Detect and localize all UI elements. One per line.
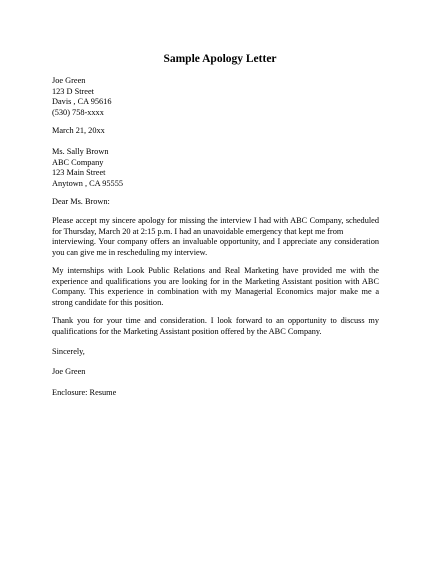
paragraph-line: strong candidate for this position.: [52, 297, 164, 307]
sender-phone: (530) 758-xxxx: [52, 107, 104, 117]
sender-name: Joe Green: [52, 76, 86, 85]
salutation: Dear Ms. Brown:: [52, 197, 110, 206]
enclosure-note: Enclosure: Resume: [52, 388, 117, 397]
signature-name: Joe Green: [52, 367, 86, 376]
paragraph-line: Please accept my sincere apology for missing the interview I had with ABC Company, scheduled: [52, 216, 379, 225]
letter-title: Sample Apology Letter: [163, 53, 277, 65]
closing-block: [52, 347, 388, 358]
signature-block: [52, 367, 388, 378]
paragraph-line: Thank you for your time and consideration. I look forward to an opportunity to discuss my: [52, 316, 379, 325]
paragraph-line: experience and qualifications you are looking for in the Marketing Assistant position with ABC: [52, 276, 379, 286]
paragraph-line: interviewing. Your company offers an invaluable opportunity, and I appreciate any consideration: [52, 237, 379, 247]
recipient-street: 123 Main Street: [52, 168, 106, 178]
body-paragraph-3: [52, 316, 379, 337]
letter-date-block: [52, 126, 388, 137]
recipient-city: Anytown , CA 95555: [52, 178, 123, 188]
letter-date: March 21, 20xx: [52, 126, 105, 135]
sender-address: [52, 76, 388, 118]
body-paragraph-2: [52, 266, 379, 308]
paragraph-line: for Thursday, March 20 at 2:15 p.m. I had an unavoidable emergency that kept me from: [52, 226, 344, 236]
salutation-block: [52, 197, 388, 208]
paragraph-line: My internships with Look Public Relations and Real Marketing have provided me with the: [52, 266, 379, 275]
recipient-address: [52, 147, 388, 189]
enclosure-block: [52, 388, 388, 399]
recipient-name: Ms. Sally Brown: [52, 147, 109, 156]
paragraph-line: you can give me in rescheduling my interview.: [52, 247, 208, 257]
paragraph-line: qualifications for the Marketing Assistant position offered by the ABC Company.: [52, 326, 322, 336]
body-paragraph-1: [52, 216, 379, 258]
recipient-company: ABC Company: [52, 157, 104, 167]
sender-city: Davis , CA 95616: [52, 97, 112, 107]
paragraph-line: Company. This experience in combination with my Managerial Economics major make me a: [52, 287, 379, 297]
sender-street: 123 D Street: [52, 86, 94, 96]
closing: Sincerely,: [52, 347, 85, 356]
